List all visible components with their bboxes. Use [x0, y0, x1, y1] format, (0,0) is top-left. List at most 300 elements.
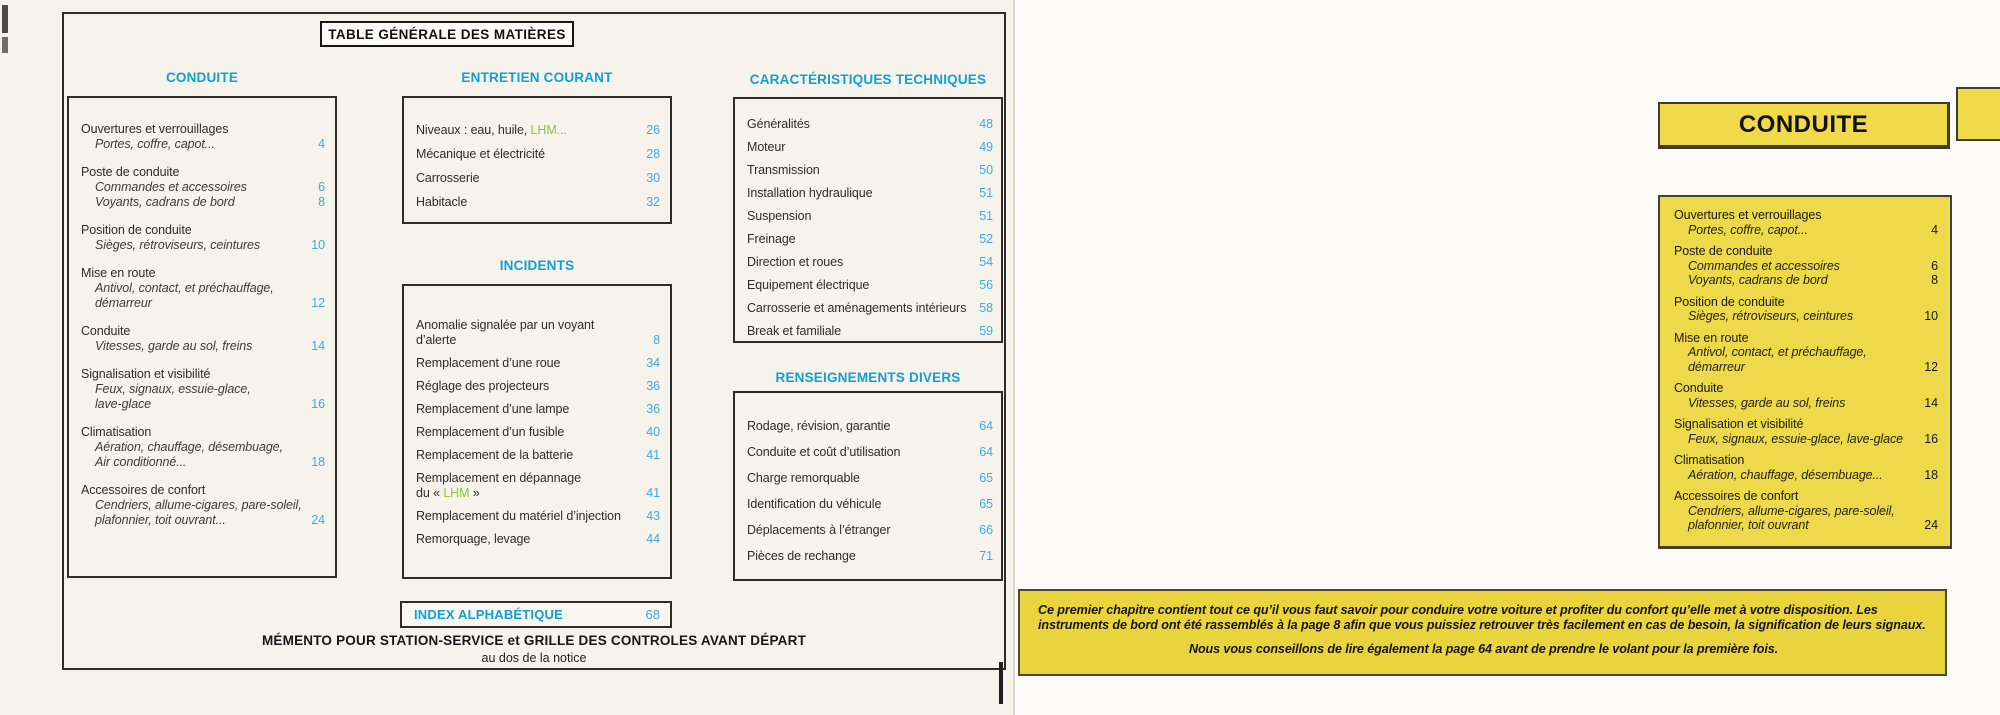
toc-row [81, 195, 325, 210]
section-box-conduite [67, 96, 337, 578]
section-box-caracteristiques [733, 97, 1003, 343]
toc-text: Feux, signaux, essuie-glace, lave-glace [1688, 431, 1903, 446]
toc-text: Ouvertures et verrouillages [1674, 208, 1822, 222]
toc-row-text [81, 223, 192, 237]
toc-row [81, 296, 325, 311]
toc-entry [747, 163, 993, 178]
toc-row-text [1688, 259, 1840, 273]
toc-row [1674, 295, 1938, 310]
toc-entry [81, 122, 325, 152]
toc-text: Suspension [747, 209, 812, 223]
toc-text: lave-glace [95, 397, 151, 411]
toc-row [1674, 417, 1938, 432]
toc-entry [416, 123, 660, 138]
toc-row [1674, 259, 1938, 274]
toc-row [81, 455, 325, 470]
toc-text: Généralités [747, 117, 810, 131]
toc-row-text [747, 324, 841, 338]
toc-text-accent: LHM [443, 486, 470, 500]
page-number: 64 [979, 445, 993, 459]
toc-row-text [81, 324, 130, 338]
toc-text: Position de conduite [1674, 294, 1785, 309]
toc-text: Accessoires de confort [1674, 489, 1799, 503]
page-number: 12 [1924, 359, 1938, 374]
page-number: 64 [979, 419, 993, 433]
toc-text: Climatisation [81, 425, 152, 439]
toc-row-text [416, 509, 621, 523]
section-box-entretien [402, 96, 672, 224]
toc-row-text [1674, 244, 1772, 258]
memento-footer-line1: MÉMENTO POUR STATION-SERVICE et GRILLE DES CONTROLES AVANT DÉPART [261, 633, 807, 648]
toc-text: Antivol, contact, et préchauffage, [95, 281, 274, 295]
page-number: 4 [318, 137, 325, 151]
page-number: 36 [646, 379, 660, 393]
toc-text: Aération, chauffage, désembuage... [1688, 467, 1883, 482]
page-number: 50 [979, 163, 993, 177]
page-number: 6 [318, 180, 325, 194]
toc-row [416, 318, 660, 333]
toc-text: Remplacement d’une lampe [416, 402, 570, 416]
toc-row [1674, 309, 1938, 324]
toc-text: Mise en route [81, 266, 156, 280]
toc-row [1674, 331, 1938, 346]
chapter-opener-page [1015, 0, 2000, 715]
page-number: 56 [979, 278, 993, 292]
toc-text: Poste de conduite [1674, 244, 1773, 258]
page-number: 34 [646, 356, 660, 370]
scan-gutter-mark [999, 662, 1003, 704]
toc-text: du « [416, 486, 444, 500]
toc-entry [747, 419, 993, 434]
chapter-title: CONDUITE [1658, 102, 1950, 149]
toc-text: Poste de conduite [81, 165, 180, 179]
toc-row-text [747, 255, 843, 269]
toc-row [416, 509, 660, 524]
toc-row [81, 223, 325, 238]
toc-text: démarreur [95, 296, 152, 310]
toc-row [416, 532, 660, 547]
page-number: 41 [646, 486, 660, 500]
toc-row-text [81, 266, 155, 280]
toc-text: d’alerte [416, 333, 457, 347]
toc-text: plafonnier, toit ouvrant... [95, 513, 226, 527]
toc-entry [1674, 208, 1938, 237]
toc-row-text [747, 117, 810, 131]
toc-row-text [95, 382, 251, 396]
toc-row [416, 123, 660, 138]
toc-row [81, 339, 325, 354]
toc-row [81, 324, 325, 339]
toc-row [747, 163, 993, 178]
page-number: 36 [646, 402, 660, 416]
toc-row-text [1674, 295, 1785, 309]
toc-entry [81, 223, 325, 253]
toc-row [747, 471, 993, 486]
toc-row-text [95, 440, 283, 454]
page-number: 43 [646, 509, 660, 523]
toc-text: Conduite [1674, 381, 1724, 395]
toc-entry [1674, 295, 1938, 324]
section-heading-incidents: INCIDENTS [499, 258, 575, 273]
page-number: 10 [311, 238, 325, 252]
toc-text: Voyants, cadrans de bord [1688, 273, 1828, 287]
toc-row [416, 147, 660, 162]
toc-entry [1674, 244, 1938, 288]
toc-text: Commandes et accessoires [1688, 258, 1840, 273]
toc-row-text [416, 448, 573, 462]
section-heading-renseignements: RENSEIGNEMENTS DIVERS [775, 370, 961, 385]
toc-text: Mise en route [1674, 330, 1749, 345]
toc-text: Vitesses, garde au sol, freins [1688, 395, 1846, 410]
toc-entry [747, 209, 993, 224]
toc-row [416, 195, 660, 210]
index-page-number: 68 [645, 607, 660, 622]
toc-row-text [1674, 331, 1748, 345]
toc-entry [1674, 489, 1938, 533]
toc-row-text [416, 471, 581, 485]
page-number: 10 [1924, 309, 1938, 323]
page-number: 4 [1931, 222, 1938, 237]
toc-text: Cendriers, allume-cigares, pare-soleil, [1688, 503, 1895, 518]
toc-row [81, 397, 325, 412]
toc-row [81, 440, 325, 455]
toc-entry [747, 445, 993, 460]
toc-row [81, 513, 325, 528]
page-number: 18 [1924, 467, 1938, 482]
toc-row [1674, 468, 1938, 483]
chapter-note-paragraph-2: Nous vous conseillons de lire également la page 64 avant de prendre le volant pour la première fois. [1188, 642, 1779, 656]
toc-row [416, 356, 660, 371]
page-number: 14 [311, 339, 325, 353]
page-number: 54 [979, 255, 993, 269]
page-number: 58 [979, 301, 993, 315]
toc-row-text [1688, 504, 1895, 518]
toc-row-text [416, 333, 456, 347]
toc-row [416, 379, 660, 394]
toc-entry [1674, 331, 1938, 375]
toc-row [747, 140, 993, 155]
toc-row-text [1688, 396, 1845, 410]
toc-text: Sièges, rétroviseurs, ceintures [95, 238, 261, 252]
toc-text: Remorquage, levage [416, 532, 531, 546]
toc-text: Climatisation [1674, 453, 1745, 467]
toc-text: Direction et roues [747, 255, 844, 269]
page-number: 14 [1924, 395, 1938, 410]
page-number: 66 [979, 523, 993, 537]
toc-text: Signalisation et visibilité [81, 367, 211, 381]
toc-row-text [747, 445, 900, 459]
toc-row-text [747, 497, 881, 511]
toc-row-text [95, 238, 260, 252]
toc-text: Break et familiale [747, 324, 842, 338]
toc-text: Signalisation et visibilité [1674, 417, 1804, 431]
chapter-edge-tab [1956, 87, 2000, 141]
toc-text: Equipement électrique [747, 278, 870, 292]
toc-entry [747, 278, 993, 293]
toc-row-text [416, 318, 594, 332]
page-number: 41 [646, 448, 660, 462]
index-title: INDEX ALPHABÉTIQUE [414, 607, 564, 622]
toc-entry [416, 171, 660, 186]
page-number: 16 [1924, 431, 1938, 446]
page-number: 6 [1931, 258, 1938, 273]
toc-entry [747, 117, 993, 132]
toc-text: Moteur [747, 140, 786, 154]
page-number: 18 [311, 455, 325, 469]
toc-row [1674, 518, 1938, 533]
toc-entry [81, 266, 325, 311]
toc-row-text [95, 397, 151, 411]
toc-row [1674, 223, 1938, 238]
toc-entry [416, 425, 660, 440]
toc-text: Accessoires de confort [81, 483, 206, 497]
toc-row-text [95, 195, 235, 209]
toc-text: Position de conduite [81, 223, 192, 237]
toc-row-text [747, 419, 890, 433]
page-number: 59 [979, 324, 993, 338]
section-box-renseignements [733, 391, 1003, 581]
page-title: TABLE GÉNÉRALE DES MATIÈRES [320, 21, 574, 47]
toc-entry [416, 147, 660, 162]
toc-text: Anomalie signalée par un voyant [416, 318, 595, 332]
toc-entry [747, 549, 993, 564]
toc-text: Portes, coffre, capot... [95, 137, 215, 151]
toc-row [1674, 345, 1938, 360]
toc-text: Remplacement de la batterie [416, 448, 574, 462]
toc-row [1674, 360, 1938, 375]
toc-row [416, 486, 660, 501]
toc-row-text [416, 425, 564, 439]
toc-row [416, 171, 660, 186]
toc-text: Remplacement en dépannage [416, 471, 581, 485]
page-number: 49 [979, 140, 993, 154]
toc-entry [416, 356, 660, 371]
toc-entry [747, 186, 993, 201]
toc-entry [416, 318, 660, 348]
toc-row-text [1688, 518, 1809, 532]
toc-row-text [416, 195, 467, 209]
toc-entry [747, 324, 993, 339]
toc-text: Transmission [747, 163, 820, 177]
toc-row-text [95, 455, 186, 469]
scan-binding-mark [2, 5, 8, 33]
toc-row [747, 523, 993, 538]
toc-row-text [1688, 432, 1903, 446]
page-number: 24 [311, 513, 325, 527]
toc-text: plafonnier, toit ouvrant [1688, 518, 1809, 532]
toc-row [1674, 432, 1938, 447]
toc-text: Déplacements à l’étranger [747, 523, 891, 537]
toc-row-text [416, 532, 530, 546]
toc-entry [747, 471, 993, 486]
page-number: 52 [979, 232, 993, 246]
toc-row [1674, 396, 1938, 411]
toc-text: Feux, signaux, essuie-glace, [95, 382, 251, 396]
toc-row-text [747, 209, 811, 223]
toc-entry [747, 232, 993, 247]
toc-text: Commandes et accessoires [95, 180, 247, 194]
toc-row [81, 180, 325, 195]
toc-row-text [1674, 489, 1798, 503]
toc-row [81, 498, 325, 513]
toc-row-text [747, 232, 796, 246]
toc-row-text [1688, 223, 1808, 237]
toc-text-accent: LHM... [530, 123, 567, 137]
page-number: 28 [646, 147, 660, 161]
page-number: 12 [311, 296, 325, 310]
page-number: 51 [979, 209, 993, 223]
toc-row [1674, 381, 1938, 396]
scan-binding-mark [2, 37, 8, 53]
toc-text: Remplacement d’une roue [416, 356, 561, 370]
toc-row [81, 266, 325, 281]
toc-text: Identification du véhicule [747, 497, 882, 511]
toc-row [747, 255, 993, 270]
toc-entry [747, 523, 993, 538]
toc-text: Sièges, rétroviseurs, ceintures [1688, 309, 1854, 323]
toc-entry [747, 497, 993, 512]
toc-text: Habitacle [416, 195, 468, 209]
toc-row-text [1688, 273, 1828, 287]
toc-row-text [81, 483, 205, 497]
toc-row-text [747, 523, 890, 537]
toc-row-text [1688, 360, 1745, 374]
section-box-incidents [402, 284, 672, 579]
toc-entry [416, 509, 660, 524]
section-heading-caracteristiques: CARACTÉRISTIQUES TECHNIQUES [749, 72, 987, 87]
toc-row [1674, 244, 1938, 259]
chapter-note-paragraph-1: Ce premier chapitre contient tout ce qu’il vous faut savoir pour conduire votre voiture et profiter du confort qu’elle met à votre disposition. Les instruments de bord ont été rassemblés à la page 8 afin que vous puissiez retrouver très facilement en cas de besoin, la signification de leurs signaux. [1038, 603, 1926, 632]
toc-row-text [81, 425, 151, 439]
toc-row-text [1674, 417, 1803, 431]
toc-text: Pièces de rechange [747, 549, 856, 563]
toc-entry [416, 195, 660, 210]
toc-row-text [95, 339, 252, 353]
toc-entry [81, 324, 325, 354]
toc-row [747, 497, 993, 512]
toc-entry [747, 255, 993, 270]
toc-row [747, 445, 993, 460]
toc-row-text [416, 379, 549, 393]
page-number: 65 [979, 497, 993, 511]
toc-text: démarreur [1688, 359, 1745, 374]
toc-row-text [747, 278, 869, 292]
toc-row [416, 425, 660, 440]
toc-entry [81, 367, 325, 412]
toc-entry [1674, 381, 1938, 410]
toc-entry [416, 448, 660, 463]
toc-row [416, 402, 660, 417]
toc-row [81, 238, 325, 253]
toc-text: Antivol, contact, et préchauffage, [1688, 345, 1867, 359]
toc-row [81, 137, 325, 152]
toc-text: Cendriers, allume-cigares, pare-soleil, [95, 498, 302, 512]
section-heading-entretien: ENTRETIEN COURANT [461, 70, 613, 85]
page-number: 8 [318, 195, 325, 209]
toc-text: Installation hydraulique [747, 186, 873, 200]
toc-text: Vitesses, garde au sol, freins [95, 339, 253, 353]
toc-row [1674, 453, 1938, 468]
page-number: 71 [979, 549, 993, 563]
toc-row-text [747, 471, 860, 485]
toc-row-text [1674, 453, 1744, 467]
toc-row-text [747, 549, 856, 563]
toc-text: Portes, coffre, capot... [1688, 222, 1808, 237]
page-number: 8 [653, 333, 660, 347]
toc-row [81, 382, 325, 397]
toc-row-text [1688, 309, 1853, 323]
toc-row-text [81, 165, 179, 179]
toc-row-text [1674, 381, 1723, 395]
toc-row [747, 232, 993, 247]
toc-text: Remplacement d’un fusible [416, 425, 565, 439]
toc-text: Conduite et coût d’utilisation [747, 445, 901, 459]
toc-row [747, 324, 993, 339]
toc-row [81, 122, 325, 137]
toc-row-text [747, 301, 966, 315]
toc-text: Charge remorquable [747, 471, 860, 485]
chapter-note-box [1018, 589, 1947, 676]
toc-row [747, 278, 993, 293]
toc-row [747, 301, 993, 316]
toc-row [1674, 504, 1938, 519]
toc-row-text [1674, 208, 1821, 222]
toc-entry [81, 165, 325, 210]
toc-row-text [747, 163, 820, 177]
index-alphabetique-box [400, 601, 672, 628]
toc-text: Niveaux : eau, huile, [416, 123, 531, 137]
page-number: 32 [646, 195, 660, 209]
toc-row [1674, 273, 1938, 288]
toc-row [747, 419, 993, 434]
toc-row [416, 333, 660, 348]
toc-row-text [747, 186, 872, 200]
page-number: 51 [979, 186, 993, 200]
toc-row-text [95, 180, 247, 194]
toc-row-text [416, 123, 567, 137]
toc-text: » [469, 486, 480, 500]
section-heading-conduite: CONDUITE [165, 70, 239, 85]
page-number: 24 [1924, 518, 1938, 532]
toc-row [81, 425, 325, 440]
toc-row-text [95, 498, 302, 512]
page-number: 26 [646, 123, 660, 137]
toc-entry [747, 140, 993, 155]
toc-entry [1674, 417, 1938, 446]
toc-text: Carrosserie et aménagements intérieurs [747, 301, 967, 315]
toc-row-text [1688, 345, 1867, 359]
toc-row-text [416, 402, 569, 416]
toc-row-text [416, 147, 545, 161]
toc-row [747, 186, 993, 201]
toc-row-text [81, 367, 210, 381]
toc-entry [416, 532, 660, 547]
toc-row [1674, 489, 1938, 504]
toc-row-text [95, 281, 274, 295]
toc-text: Freinage [747, 232, 796, 246]
toc-entry [747, 301, 993, 316]
toc-entry [416, 471, 660, 501]
page-number: 30 [646, 171, 660, 185]
toc-row [81, 165, 325, 180]
toc-row-text [747, 140, 785, 154]
toc-row [416, 448, 660, 463]
toc-text: Mécanique et électricité [416, 147, 545, 161]
chapter-contents-box [1658, 195, 1952, 549]
toc-text: Carrosserie [416, 171, 480, 185]
toc-text: Conduite [81, 324, 131, 338]
toc-text: Ouvertures et verrouillages [81, 122, 229, 136]
